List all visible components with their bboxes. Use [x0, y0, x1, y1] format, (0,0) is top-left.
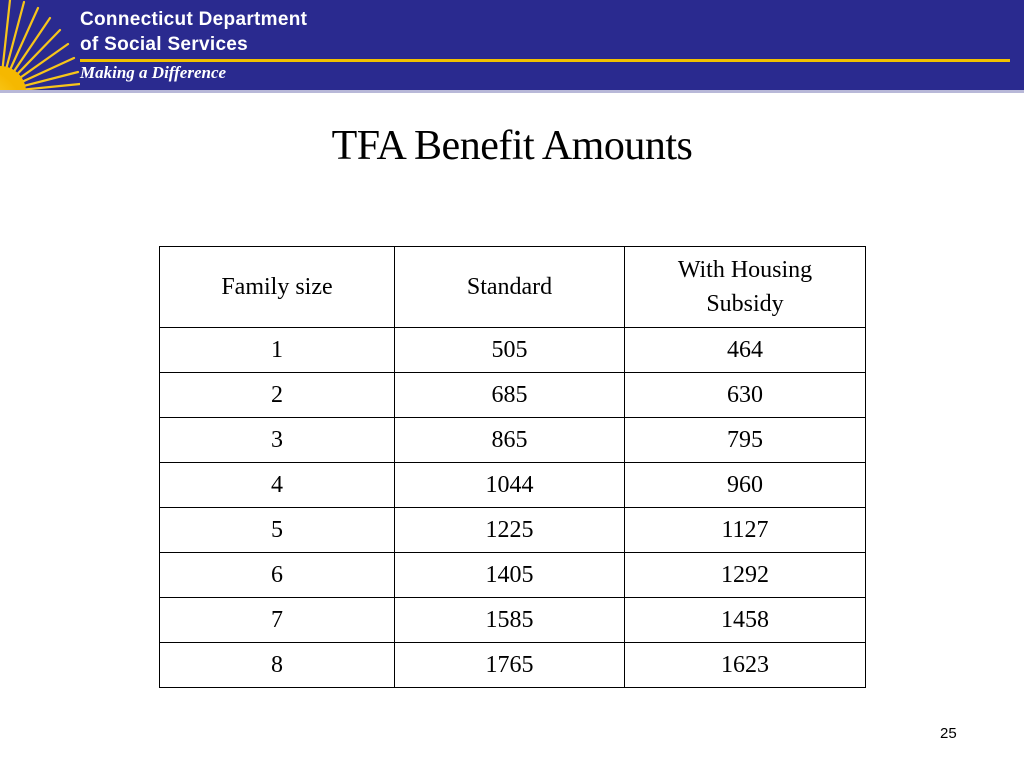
- family-size-cell: 5: [160, 508, 395, 553]
- housing-cell: 1458: [625, 598, 866, 643]
- family-size-cell: 2: [160, 373, 395, 418]
- standard-cell: 1044: [395, 463, 625, 508]
- benefit-table: [159, 246, 866, 688]
- family-size-cell: 4: [160, 463, 395, 508]
- header-divider: [80, 59, 1010, 62]
- table-row: [160, 643, 866, 688]
- header-bottom-border: [0, 90, 1024, 93]
- family-size-cell: 6: [160, 553, 395, 598]
- standard-cell: 1585: [395, 598, 625, 643]
- standard-cell: 685: [395, 373, 625, 418]
- header-banner: [0, 0, 1024, 92]
- table-row: [160, 328, 866, 373]
- table-row: [160, 463, 866, 508]
- standard-cell: 505: [395, 328, 625, 373]
- table-header-row: [160, 247, 866, 328]
- housing-cell: 795: [625, 418, 866, 463]
- table-row: [160, 553, 866, 598]
- housing-cell: 1623: [625, 643, 866, 688]
- family-size-cell: 3: [160, 418, 395, 463]
- column-header-housing-subsidy: [625, 247, 866, 328]
- table-row: [160, 418, 866, 463]
- table-row: [160, 508, 866, 553]
- housing-cell: 1292: [625, 553, 866, 598]
- standard-cell: 865: [395, 418, 625, 463]
- housing-cell: 1127: [625, 508, 866, 553]
- org-name-line1: Connecticut Department: [80, 9, 308, 30]
- family-size-cell: 7: [160, 598, 395, 643]
- housing-cell: 960: [625, 463, 866, 508]
- org-name-line2: of Social Services: [80, 34, 249, 55]
- table-row: [160, 598, 866, 643]
- sunburst-icon: [0, 0, 80, 92]
- standard-cell: 1405: [395, 553, 625, 598]
- slide-title: TFA Benefit Amounts: [331, 123, 693, 169]
- column-header-housing-subsidy-label: With Housing Subsidy: [677, 257, 813, 317]
- standard-cell: 1225: [395, 508, 625, 553]
- housing-cell: 630: [625, 373, 866, 418]
- standard-cell: 1765: [395, 643, 625, 688]
- tagline: Making a Difference: [80, 63, 227, 82]
- page-number: 25: [940, 725, 957, 742]
- family-size-cell: 8: [160, 643, 395, 688]
- column-header-standard: Standard: [395, 247, 625, 328]
- housing-cell: 464: [625, 328, 866, 373]
- family-size-cell: 1: [160, 328, 395, 373]
- column-header-family-size: Family size: [160, 247, 395, 328]
- table-row: [160, 373, 866, 418]
